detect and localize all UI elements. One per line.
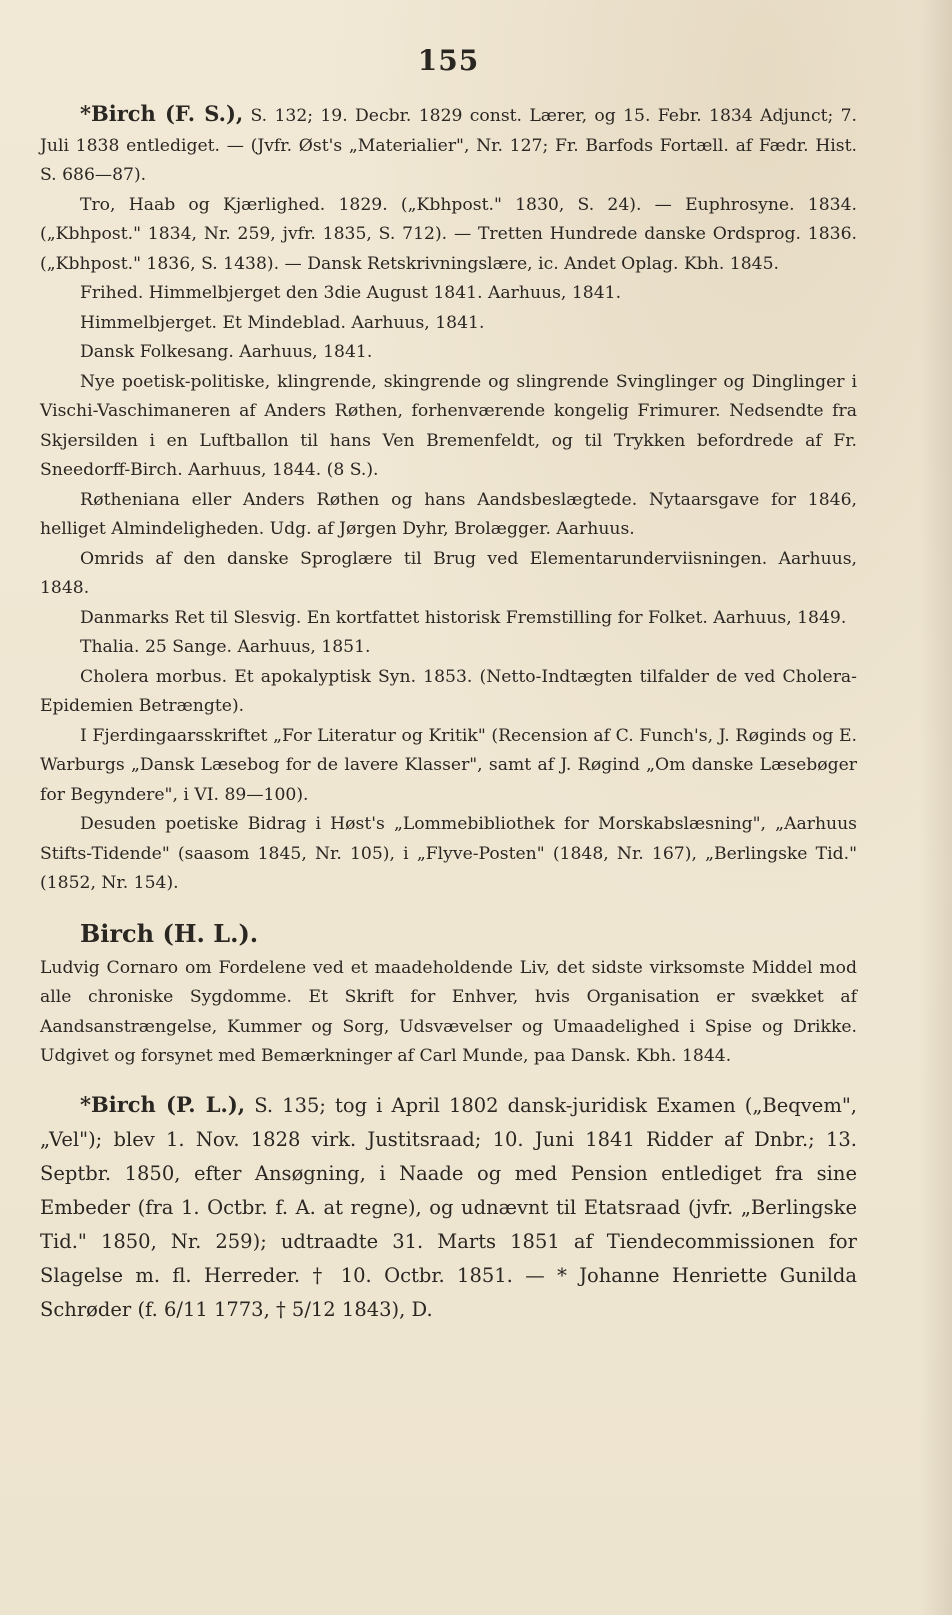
entry-paragraph: Himmelbjerget. Et Mindeblad. Aarhuus, 1841. [80,312,485,333]
entry-heading: *Birch (F. S.), [80,101,244,126]
entry-paragraph: Ludvig Cornaro om Fordelene ved et maadeholdende Liv, det sidste virksomste Middel mod alle chroniske Sygdomme. Et Skrift for Enhver, hvis Organisation er svækket af Aandsanstrængelse, Kummer og Sorg, Udsvævelser og Umaadelighed i Spise og Drikke. Udgivet og forsynet med Bemærkninger af Carl Munde, paa Dansk. Kbh. 1844. [40,957,857,1066]
entry-paragraph: Cholera morbus. Et apokalyptisk Syn. 1853. (Netto-Indtægten tilfalder de ved Cholera-Epidemien Betrængte). [40,666,857,716]
page-number: 155 [417,44,480,77]
entry-paragraph: Frihed. Himmelbjerget den 3die August 1841. Aarhuus, 1841. [80,283,622,303]
entry-paragraph: Nye poetisk-politiske, klingrende, skingrende og slingrende Svinglinger og Dinglinger i Vischi-Vaschimaneren af Anders Røthen, forhenværende kongelig Frimurer. Nedsendte fra Skjersilden i en Luftballon til hans Ven Bremenfeldt, og til Trykken befordrede af Fr. Sneedorff-Birch. Aarhuus, 1844. (8 S.). [40,371,857,480]
entry-text: S. 132; 19. Decbr. 1829 const. Lærer, og 15. Febr. 1834 Adjunct; 7. Juli 1838 entlediget. — (Jvfr. Øst's „Materialier", Nr. 127; Fr. Barfods Fortæll. af Fædr. Hist. S. 686—87). [40,106,857,185]
entry-paragraph: Tro, Haab og Kjærlighed. 1829. („Kbhpost." 1830, S. 24). — Euphrosyne. 1834. („Kbhpost." 1834, Nr. 259, jvfr. 1835, S. 712). — Tretten Hundrede danske Ordsprog. 1836. („Kbhpost." 1836, S. 1438). — Dansk Retskrivningslære, ic. Andet Oplag. Kbh. 1845. [40,194,857,274]
entry-heading: *Birch (P. L.), [80,1091,246,1117]
entry-paragraph: Danmarks Ret til Slesvig. En kortfattet historisk Fremstilling for Folket. Aarhuus, 1849. [80,607,847,628]
spacer [40,1072,857,1088]
page-edge-shadow [920,0,952,1615]
entry-paragraph: Røtheniana eller Anders Røthen og hans Aandsbeslægtede. Nytaarsgave for 1846, helliget Almindeligheden. Udg. af Jørgen Dyhr, Brolægger. Aarhuus. [40,489,857,539]
entry-birch-fs [40,99,857,899]
entry-birch-pl [40,1088,857,1327]
entry-paragraph: Dansk Folkesang. Aarhuus, 1841. [80,342,373,362]
entry-heading-birch-hl: Birch (H. L.). [80,918,259,948]
entry-paragraph [40,99,857,191]
entry-paragraph: Desuden poetiske Bidrag i Høst's „Lommebibliothek for Morskabslæsning", „Aarhuus Stifts-Tidende" (saasom 1845, Nr. 105), i „Flyve-Posten" (1848, Nr. 167), „Berlingske Tid." (1852, Nr. 154). [40,814,857,893]
entry-paragraph [40,1088,857,1327]
entry-paragraph: Omrids af den danske Sproglære til Brug ved Elementarunderviisningen. Aarhuus, 1848. [40,548,857,598]
entry-paragraph: Thalia. 25 Sange. Aarhuus, 1851. [80,637,371,657]
entry-birch-hl [40,954,857,1072]
entry-paragraph: I Fjerdingaarsskriftet „For Literatur og Kritik" (Recension af C. Funch's, J. Røginds og E. Warburgs „Dansk Læsebog for de lavere Klasser", samt af J. Røgind „Om danske Læsebøger for Begyndere", i VI. 89—100). [40,725,857,805]
entry-text: S. 135; tog i April 1802 dansk-juridisk Examen („Beqvem", „Vel"); blev 1. Nov. 1828 virk. Justitsraad; 10. Juni 1841 Ridder af Dnbr.; 13. Septbr. 1850, efter Ansøgning, i Naade og med Pension entlediget fra sine Embeder (fra 1. Octbr. f. A. at regne), og udnævnt til Etatsraad (jvfr. „Berlingske Tid." 1850, Nr. 259); udtraadte 31. Marts 1851 af Tiendecommissionen for Slagelse m. fl. Herreder. † 10. Octbr. 1851. — * Johanne Henriette Gunilda Schrøder (f. 6/11 1773, † 5/12 1843), D. [40,1093,858,1321]
